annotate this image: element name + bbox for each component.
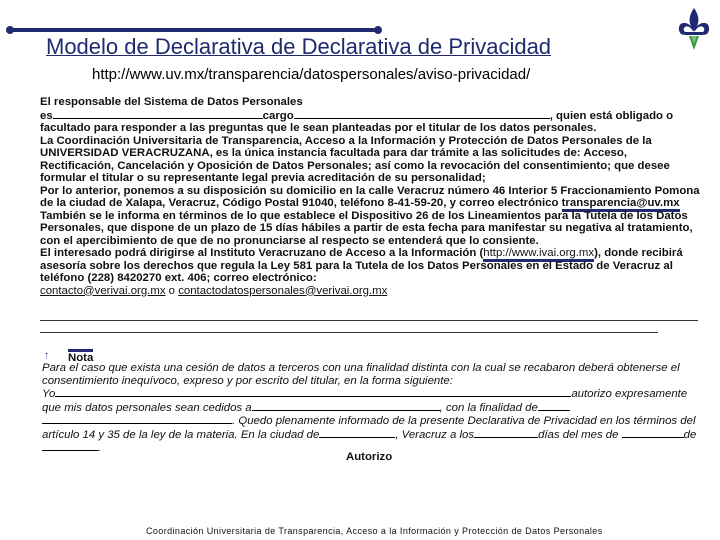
contact-email-link[interactable]: contacto@verivai.org.mx [40,284,166,297]
ivai-text-a: El interesado podrá dirigirse al Instituto Veracruzano de Acceso a la Información ( [40,247,484,259]
blank-cargo[interactable] [294,109,550,119]
note-consent [42,387,706,455]
ivai-paragraph [40,247,700,285]
fleur-de-lis-logo [676,6,712,56]
label-cedidos: mis datos personales sean cedidos a [64,401,252,414]
contact-data-email-link[interactable]: contactodatospersonales@verivai.org.mx [178,284,388,297]
header-rule-dot-right [374,26,382,34]
address-text: Por lo anterior, ponemos a su disposición su domicilio en la calle Veracruz número 46 Interior 5 Fraccionamiento Pomona de la ciudad de Xalapa, Veracruz, Código Postal 91040, teléfono 8-41-59-20, y correo electrónico [40,184,700,209]
note-body [42,362,706,455]
blank-name[interactable] [53,109,263,119]
declaration-body [40,96,700,297]
email-separator: o [165,284,179,297]
blank-ciudad[interactable] [319,428,395,438]
address-paragraph [40,185,700,210]
label-cargo: cargo [262,109,294,122]
header-rule [10,28,378,32]
label-quedo: . Quedo plenamente informado de la presente Declarativa de Privacidad en los términos del artículo 14 y 35 de la ley de la materia. En la ciudad de [42,415,696,441]
blank-line-2 [40,332,658,333]
blank-anio[interactable] [42,441,98,451]
privacy-url[interactable]: http://www.uv.mx/transparencia/datospersonales/aviso-privacidad/ [92,66,531,83]
header-rule-dot-left [6,26,14,34]
blank-line-1 [40,320,698,321]
page-title: Modelo de Declarativa de Declarativa de Privacidad [46,34,552,59]
blank-dias[interactable] [474,428,538,438]
note-title: Nota [68,349,93,364]
blank-mes[interactable] [622,428,684,438]
ivai-link[interactable]: http://www.ivai.org.mx [483,247,594,262]
label-de: de [683,428,697,441]
responsible-paragraph [40,109,700,135]
label-end: . [98,442,102,454]
blank-cedidos[interactable] [252,401,440,411]
footer-text: Coordinación Universitaria de Transparencia, Acceso a la Información y Protección de Datos Personales [146,526,603,536]
autorizo-label: Autorizo [346,451,393,463]
label-finalidad: , con la finalidad de [439,401,538,414]
label-autorizo-expresamente: autorizo expresamente que [42,388,688,414]
coordination-paragraph: La Coordinación Universitaria de Transparencia, Acceso a la Información y Protección de Datos Personales de la UNIVERSIDAD VERACRUZANA, es la única instancia facultada para dar trámite a las solicitudes de: Acceso, Rectificación, Cancelación y Oposición de Datos Personales; así como la revocación del consentimiento; que desee formular el titular o su representante legal previa acreditación de su personalidad; [40,134,670,184]
note-intro: Para el caso que exista una cesión de datos a terceros con una finalidad distinta con la cual se recabaron deberá obtenerse el consentimiento inequívoco, expreso y por escrito del titular, en la forma siguiente: [42,362,680,387]
responsible-rest: , quien está obligado o facultado para responder a las preguntas que le sean planteadas por el titular de los datos personales. [40,109,674,134]
deadline-paragraph: También se le informa en términos de lo que establece el Dispositivo 26 de los Lineamientos para la Tutela de los Datos Personales, que dispone de un plazo de 15 días hábiles a partir de esta fecha para manifestar su negativa al tratamiento, con el apercibimiento de que de no pronunciarse al respecto se entenderá que lo consiente. [40,209,693,247]
transparency-email-link[interactable]: transparencia@uv.mx [562,197,680,212]
ivai-text-b: ), donde recibirá asesoría sobre los derechos que regula la Ley 581 para la Tutela de los Datos Personales en el Estado de Veracruz al teléfono (228) 8420270 ext. 406; correo electrónico: [40,247,683,284]
responsible-line: El responsable del Sistema de Datos Personales [40,96,303,108]
label-yo: Yo [42,388,56,400]
label-dias-mes: días del mes de [538,428,619,441]
label-veracruz: , Veracruz a los [395,428,475,441]
blank-finalidad[interactable] [538,401,570,411]
arrow-up-icon: ↑ [44,350,49,361]
blank-finalidad-2[interactable] [42,414,232,424]
blank-yo[interactable] [55,387,571,397]
label-es: es [40,109,53,122]
contact-emails [40,285,700,298]
